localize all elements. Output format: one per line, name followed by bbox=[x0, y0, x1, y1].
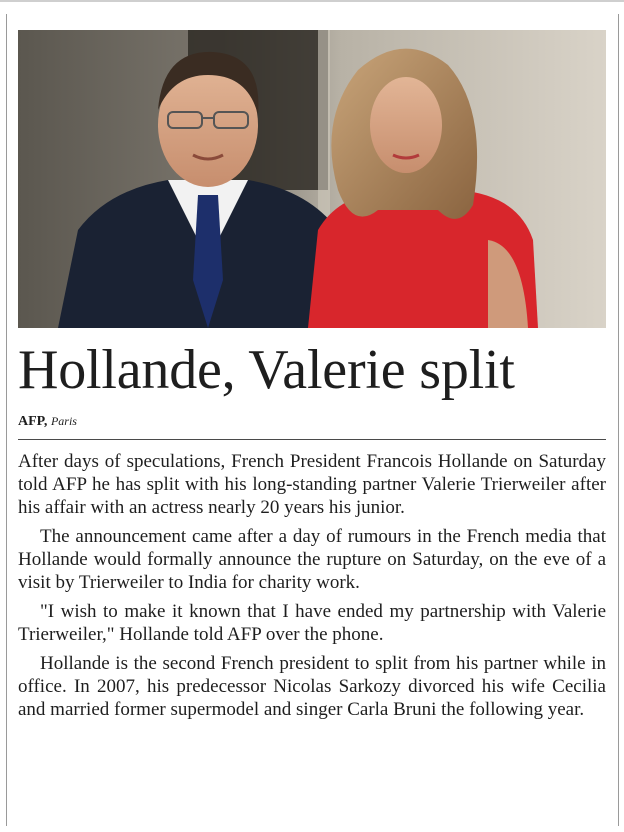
article-body bbox=[18, 450, 606, 721]
byline-divider bbox=[18, 439, 606, 440]
article-paragraph-3: "I wish to make it known that I have ended my partnership with Valerie Trierweiler," Hollande told AFP over the phone. bbox=[18, 601, 606, 645]
article-photo bbox=[18, 30, 606, 328]
byline bbox=[18, 412, 606, 431]
article-paragraph-2: The announcement came after a day of rumours in the French media that Hollande would formally announce the rupture on Saturday, on the eve of a visit by Trierweiler to India for charity work. bbox=[18, 526, 606, 593]
photo-illustration bbox=[18, 30, 606, 328]
right-column-rule bbox=[618, 14, 619, 826]
headline: Hollande, Valerie split bbox=[18, 339, 515, 401]
news-article bbox=[18, 30, 606, 727]
article-paragraph-4: Hollande is the second French president to split from his partner while in office. In 2007, his predecessor Nicolas Sarkozy divorced his wife Cecilia and married former supermodel and singer Carla Bruni the following year. bbox=[18, 653, 606, 720]
byline-agency: AFP, bbox=[18, 414, 48, 429]
left-column-rule bbox=[6, 14, 7, 826]
byline-dateline: Paris bbox=[50, 414, 77, 428]
page-top-border bbox=[0, 0, 624, 2]
article-paragraph-1: After days of speculations, French President Francois Hollande on Saturday told AFP he has split with his long-standing partner Valerie Trierweiler after his affair with an actress nearly 20 years his junior. bbox=[18, 451, 606, 518]
